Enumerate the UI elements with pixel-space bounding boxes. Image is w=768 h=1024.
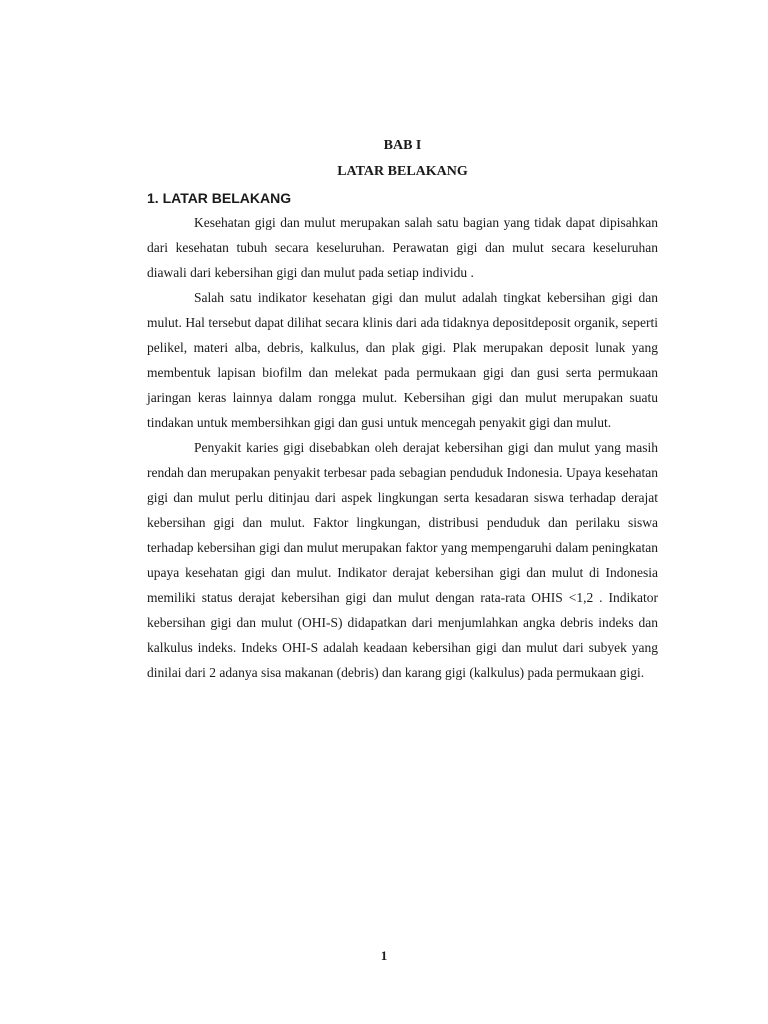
chapter-title: LATAR BELAKANG	[337, 164, 468, 179]
paragraph-3: Penyakit karies gigi disebabkan oleh derajat kebersihan gigi dan mulut yang masih rendah dan merupakan penyakit terbesar pada sebagian penduduk Indonesia. Upaya kesehatan gigi dan mulut perlu ditinjau dari aspek lingkungan serta kesadaran siswa terhadap derajat kebersihan gigi dan mulut. Faktor lingkungan, distribusi penduduk dan perilaku siswa terhadap kebersihan gigi dan mulut merupakan faktor yang mempengaruhi dalam peningkatan upaya kesehatan gigi dan mulut. Indikator derajat kebersihan gigi dan mulut di Indonesia memiliki status derajat kebersihan gigi dan mulut dengan rata-rata OHIS <1,2 . Indikator kebersihan gigi dan mulut (OHI-S) didapatkan dari menjumlahkan angka debris indeks dan kalkulus indeks. Indeks OHI-S adalah keadaan kebersihan gigi dan mulut dari subyek yang dinilai dari 2 adanya sisa makanan (debris) dan karang gigi (kalkulus) pada permukaan gigi.	[147, 440, 658, 680]
document-body	[147, 134, 658, 685]
page-number: 1	[380, 948, 388, 963]
paragraph-1: Kesehatan gigi dan mulut merupakan salah satu bagian yang tidak dapat dipisahkan dari kesehatan tubuh secara keseluruhan. Perawatan gigi dan mulut secara keseluruhan diawali dari kebersihan gigi dan mulut pada setiap individu .	[147, 215, 658, 280]
paragraph-2: Salah satu indikator kesehatan gigi dan mulut adalah tingkat kebersihan gigi dan mulut. Hal tersebut dapat dilihat secara klinis dari ada tidaknya depositdeposit organik, seperti pelikel, materi alba, debris, kalkulus, dan plak gigi. Plak merupakan deposit lunak yang membentuk lapisan biofilm dan melekat pada permukaan gigi dan gusi serta permukaan jaringan keras lainnya dalam rongga mulut. Kebersihan gigi dan mulut merupakan suatu tindakan untuk membersihkan gigi dan gusi untuk mencegah penyakit gigi dan mulut.	[147, 290, 658, 430]
section-heading: 1. LATAR BELAKANG	[147, 190, 292, 206]
chapter-label: BAB I	[383, 138, 422, 153]
